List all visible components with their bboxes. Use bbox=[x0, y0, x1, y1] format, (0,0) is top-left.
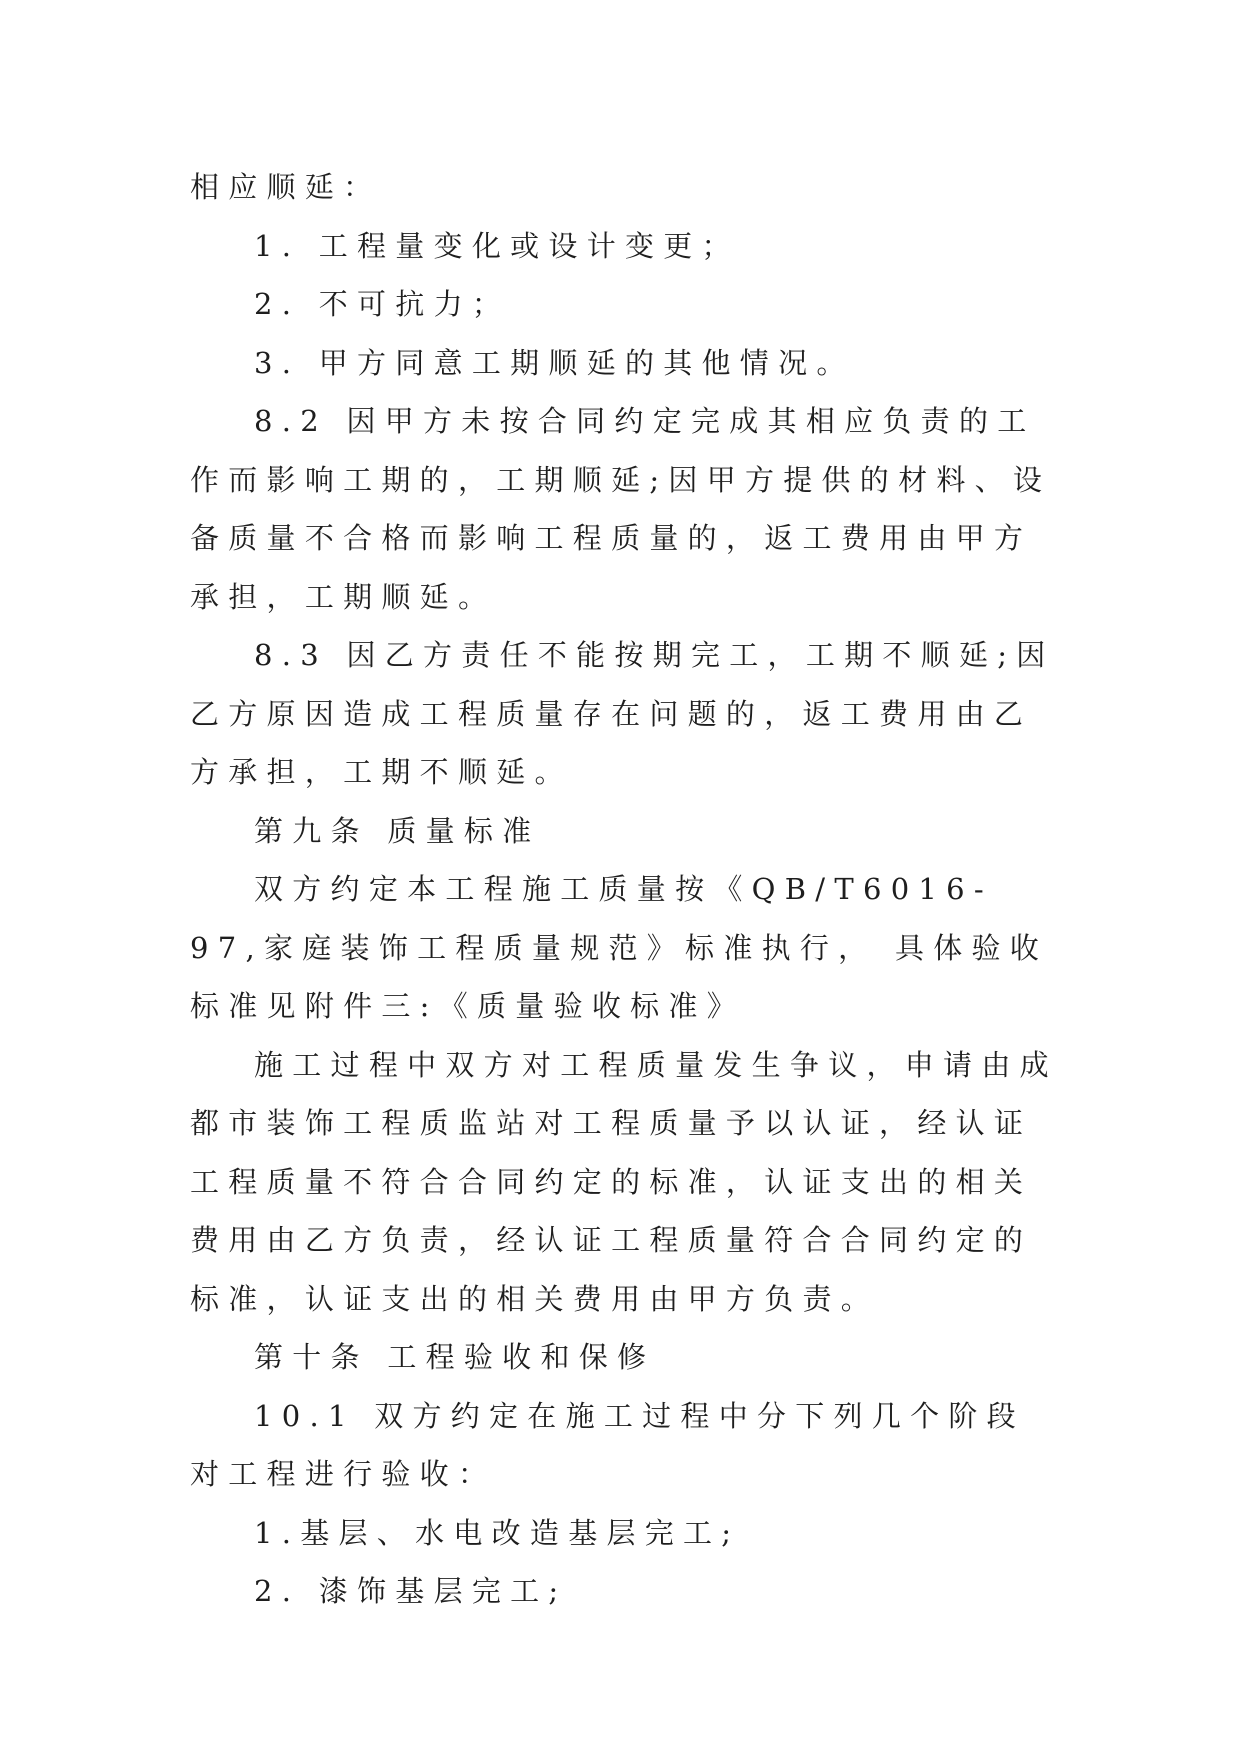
list-item-1: 1. 工程量变化或设计变更； bbox=[254, 228, 740, 263]
acceptance-stage-2: 2. 漆饰基层完工; bbox=[254, 1574, 568, 1608]
clause-8-2: 8.2 因甲方未按合同约定完成其相应负责的工作而影响工期的，工期顺延;因甲方提供的材料、设备质量不合格而影响工程质量的，返工费用由甲方承担，工期顺延。 bbox=[190, 404, 1052, 614]
clause-8-3: 8.3 因乙方责任不能按期完工，工期不顺延;因乙方原因造成工程质量存在问题的，返工费用由乙方承担，工期不顺延。 bbox=[190, 638, 1055, 789]
paragraph-continuation: 相应顺延： bbox=[190, 170, 382, 204]
quality-standard-paragraph: 双方约定本工程施工质量按《QB/T6016-97,家庭装饰工程质量规范》标准执行， 具体验收标准见附件三:《质量验收标准》 bbox=[190, 872, 1049, 1023]
article-10-heading: 第十条 工程验收和保修 bbox=[254, 1340, 656, 1374]
article-9-heading: 第九条 质量标准 bbox=[254, 813, 541, 848]
list-item-2: 2. 不可抗力； bbox=[254, 287, 511, 321]
clause-10-1: 10.1 双方约定在施工过程中分下列几个阶段对工程进行验收： bbox=[190, 1398, 1025, 1491]
acceptance-stage-1: 1.基层、水电改造基层完工; bbox=[254, 1515, 741, 1550]
quality-dispute-paragraph: 施工过程中双方对工程质量发生争议，申请由成都市装饰工程质监站对工程质量予以认证，经认证工程质量不符合合同约定的标准，认证支出的相关费用由乙方负责，经认证工程质量符合合同约定的标准，认证支出的相关费用由甲方负责。 bbox=[190, 1047, 1058, 1316]
list-item-3: 3. 甲方同意工期顺延的其他情况。 bbox=[254, 345, 855, 380]
document-body bbox=[190, 158, 1060, 1621]
